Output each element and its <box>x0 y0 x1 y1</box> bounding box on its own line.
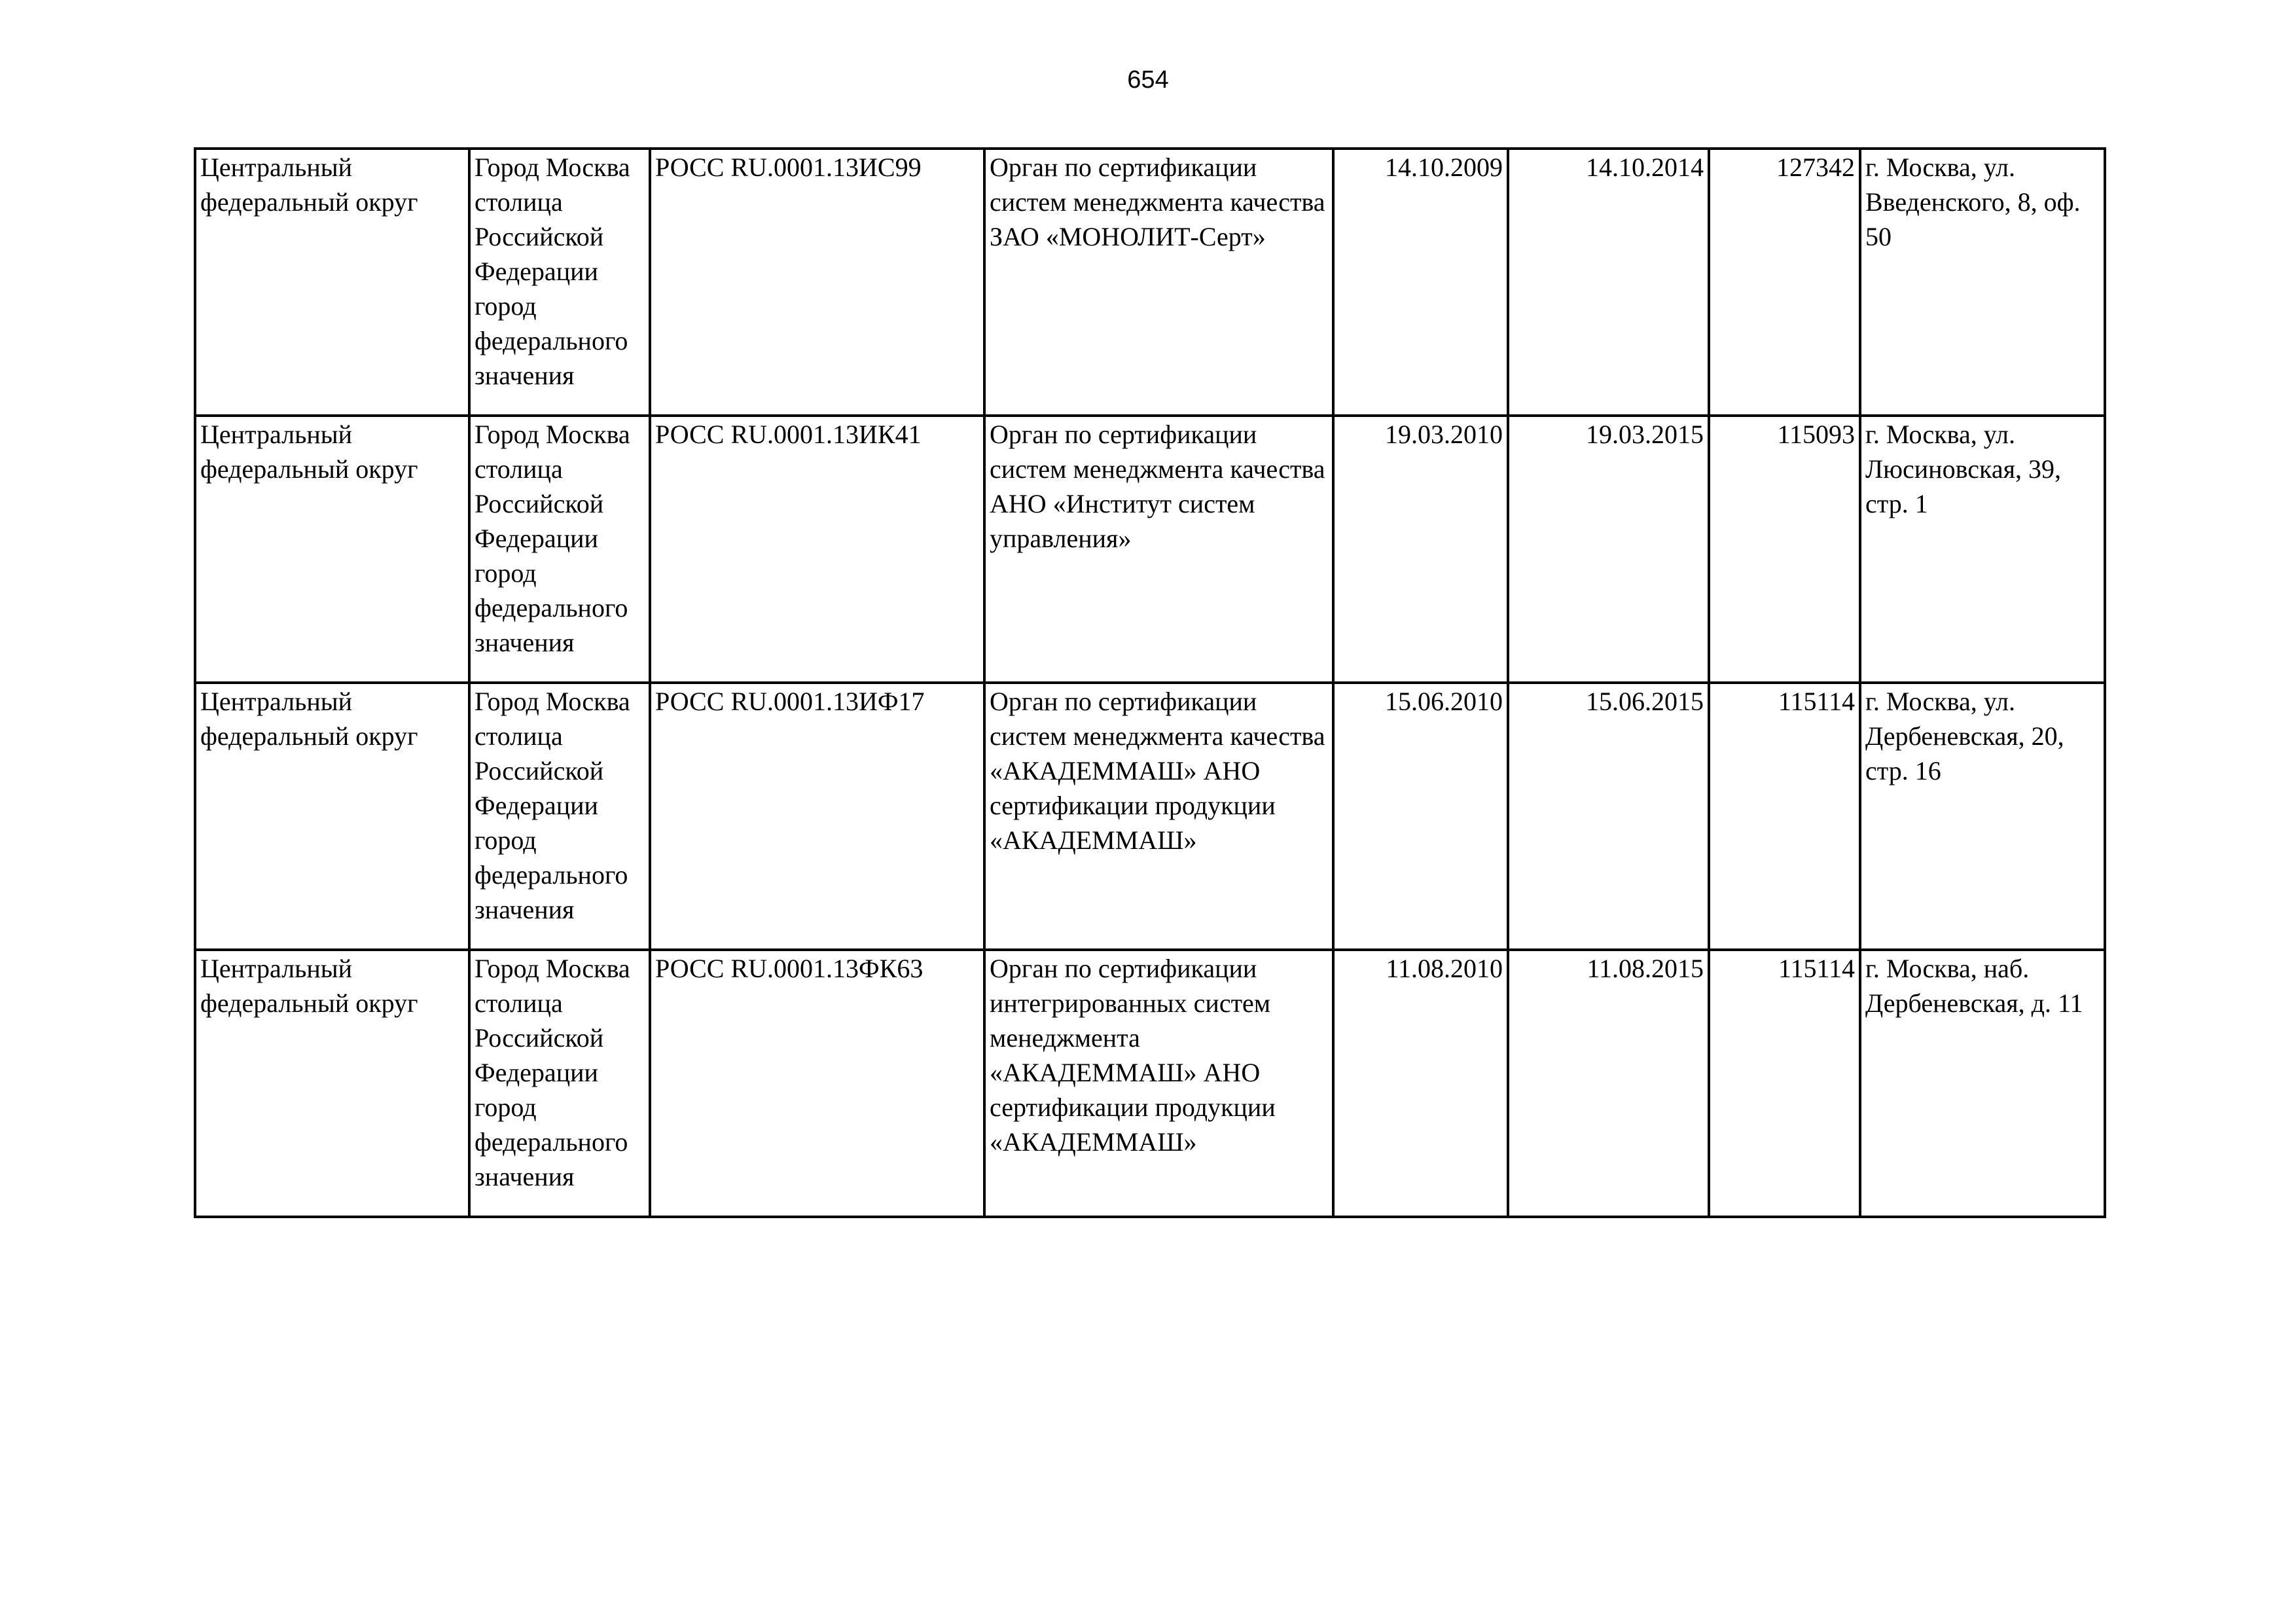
reg-number-cell: РОСС RU.0001.13ИК41 <box>650 416 984 683</box>
date-expires-cell: 15.06.2015 <box>1508 683 1709 950</box>
address-cell: г. Москва, ул. Люсиновская, 39, стр. 1 <box>1860 416 2105 683</box>
postcode-cell: 115114 <box>1709 950 1860 1217</box>
reg-number-cell: РОСС RU.0001.13ИС99 <box>650 149 984 416</box>
date-expires-cell: 14.10.2014 <box>1508 149 1709 416</box>
region-cell: Город Москва столица Российской Федерации город федерального значения <box>469 149 650 416</box>
table-row <box>195 683 2105 950</box>
date-issued-cell: 14.10.2009 <box>1333 149 1508 416</box>
date-expires-cell: 11.08.2015 <box>1508 950 1709 1217</box>
date-issued-cell: 11.08.2010 <box>1333 950 1508 1217</box>
district-cell: Центральный федеральный округ <box>195 683 469 950</box>
reg-number-cell: РОСС RU.0001.13ФК63 <box>650 950 984 1217</box>
table-row <box>195 149 2105 416</box>
postcode-cell: 115093 <box>1709 416 1860 683</box>
address-cell: г. Москва, наб. Дербеневская, д. 11 <box>1860 950 2105 1217</box>
district-cell: Центральный федеральный округ <box>195 950 469 1217</box>
address-cell: г. Москва, ул. Дербеневская, 20, стр. 16 <box>1860 683 2105 950</box>
district-cell: Центральный федеральный округ <box>195 149 469 416</box>
region-cell: Город Москва столица Российской Федерации город федерального значения <box>469 683 650 950</box>
region-cell: Город Москва столица Российской Федерации город федерального значения <box>469 950 650 1217</box>
district-cell: Центральный федеральный округ <box>195 416 469 683</box>
reg-number-cell: РОСС RU.0001.13ИФ17 <box>650 683 984 950</box>
page-number: 654 <box>1127 66 1169 94</box>
postcode-cell: 115114 <box>1709 683 1860 950</box>
address-cell: г. Москва, ул. Введенского, 8, оф. 50 <box>1860 149 2105 416</box>
date-expires-cell: 19.03.2015 <box>1508 416 1709 683</box>
body-name-cell: Орган по сертификации систем менеджмента качества АНО «Институт систем управления» <box>984 416 1333 683</box>
certification-bodies-table <box>194 147 2106 1218</box>
date-issued-cell: 19.03.2010 <box>1333 416 1508 683</box>
postcode-cell: 127342 <box>1709 149 1860 416</box>
table-row <box>195 416 2105 683</box>
body-name-cell: Орган по сертификации систем менеджмента качества «АКАДЕММАШ» АНО сертификации продукции «АКАДЕММАШ» <box>984 683 1333 950</box>
table-row <box>195 950 2105 1217</box>
body-name-cell: Орган по сертификации систем менеджмента качества ЗАО «МОНОЛИТ-Серт» <box>984 149 1333 416</box>
region-cell: Город Москва столица Российской Федерации город федерального значения <box>469 416 650 683</box>
body-name-cell: Орган по сертификации интегрированных систем менеджмента «АКАДЕММАШ» АНО сертификации продукции «АКАДЕММАШ» <box>984 950 1333 1217</box>
date-issued-cell: 15.06.2010 <box>1333 683 1508 950</box>
